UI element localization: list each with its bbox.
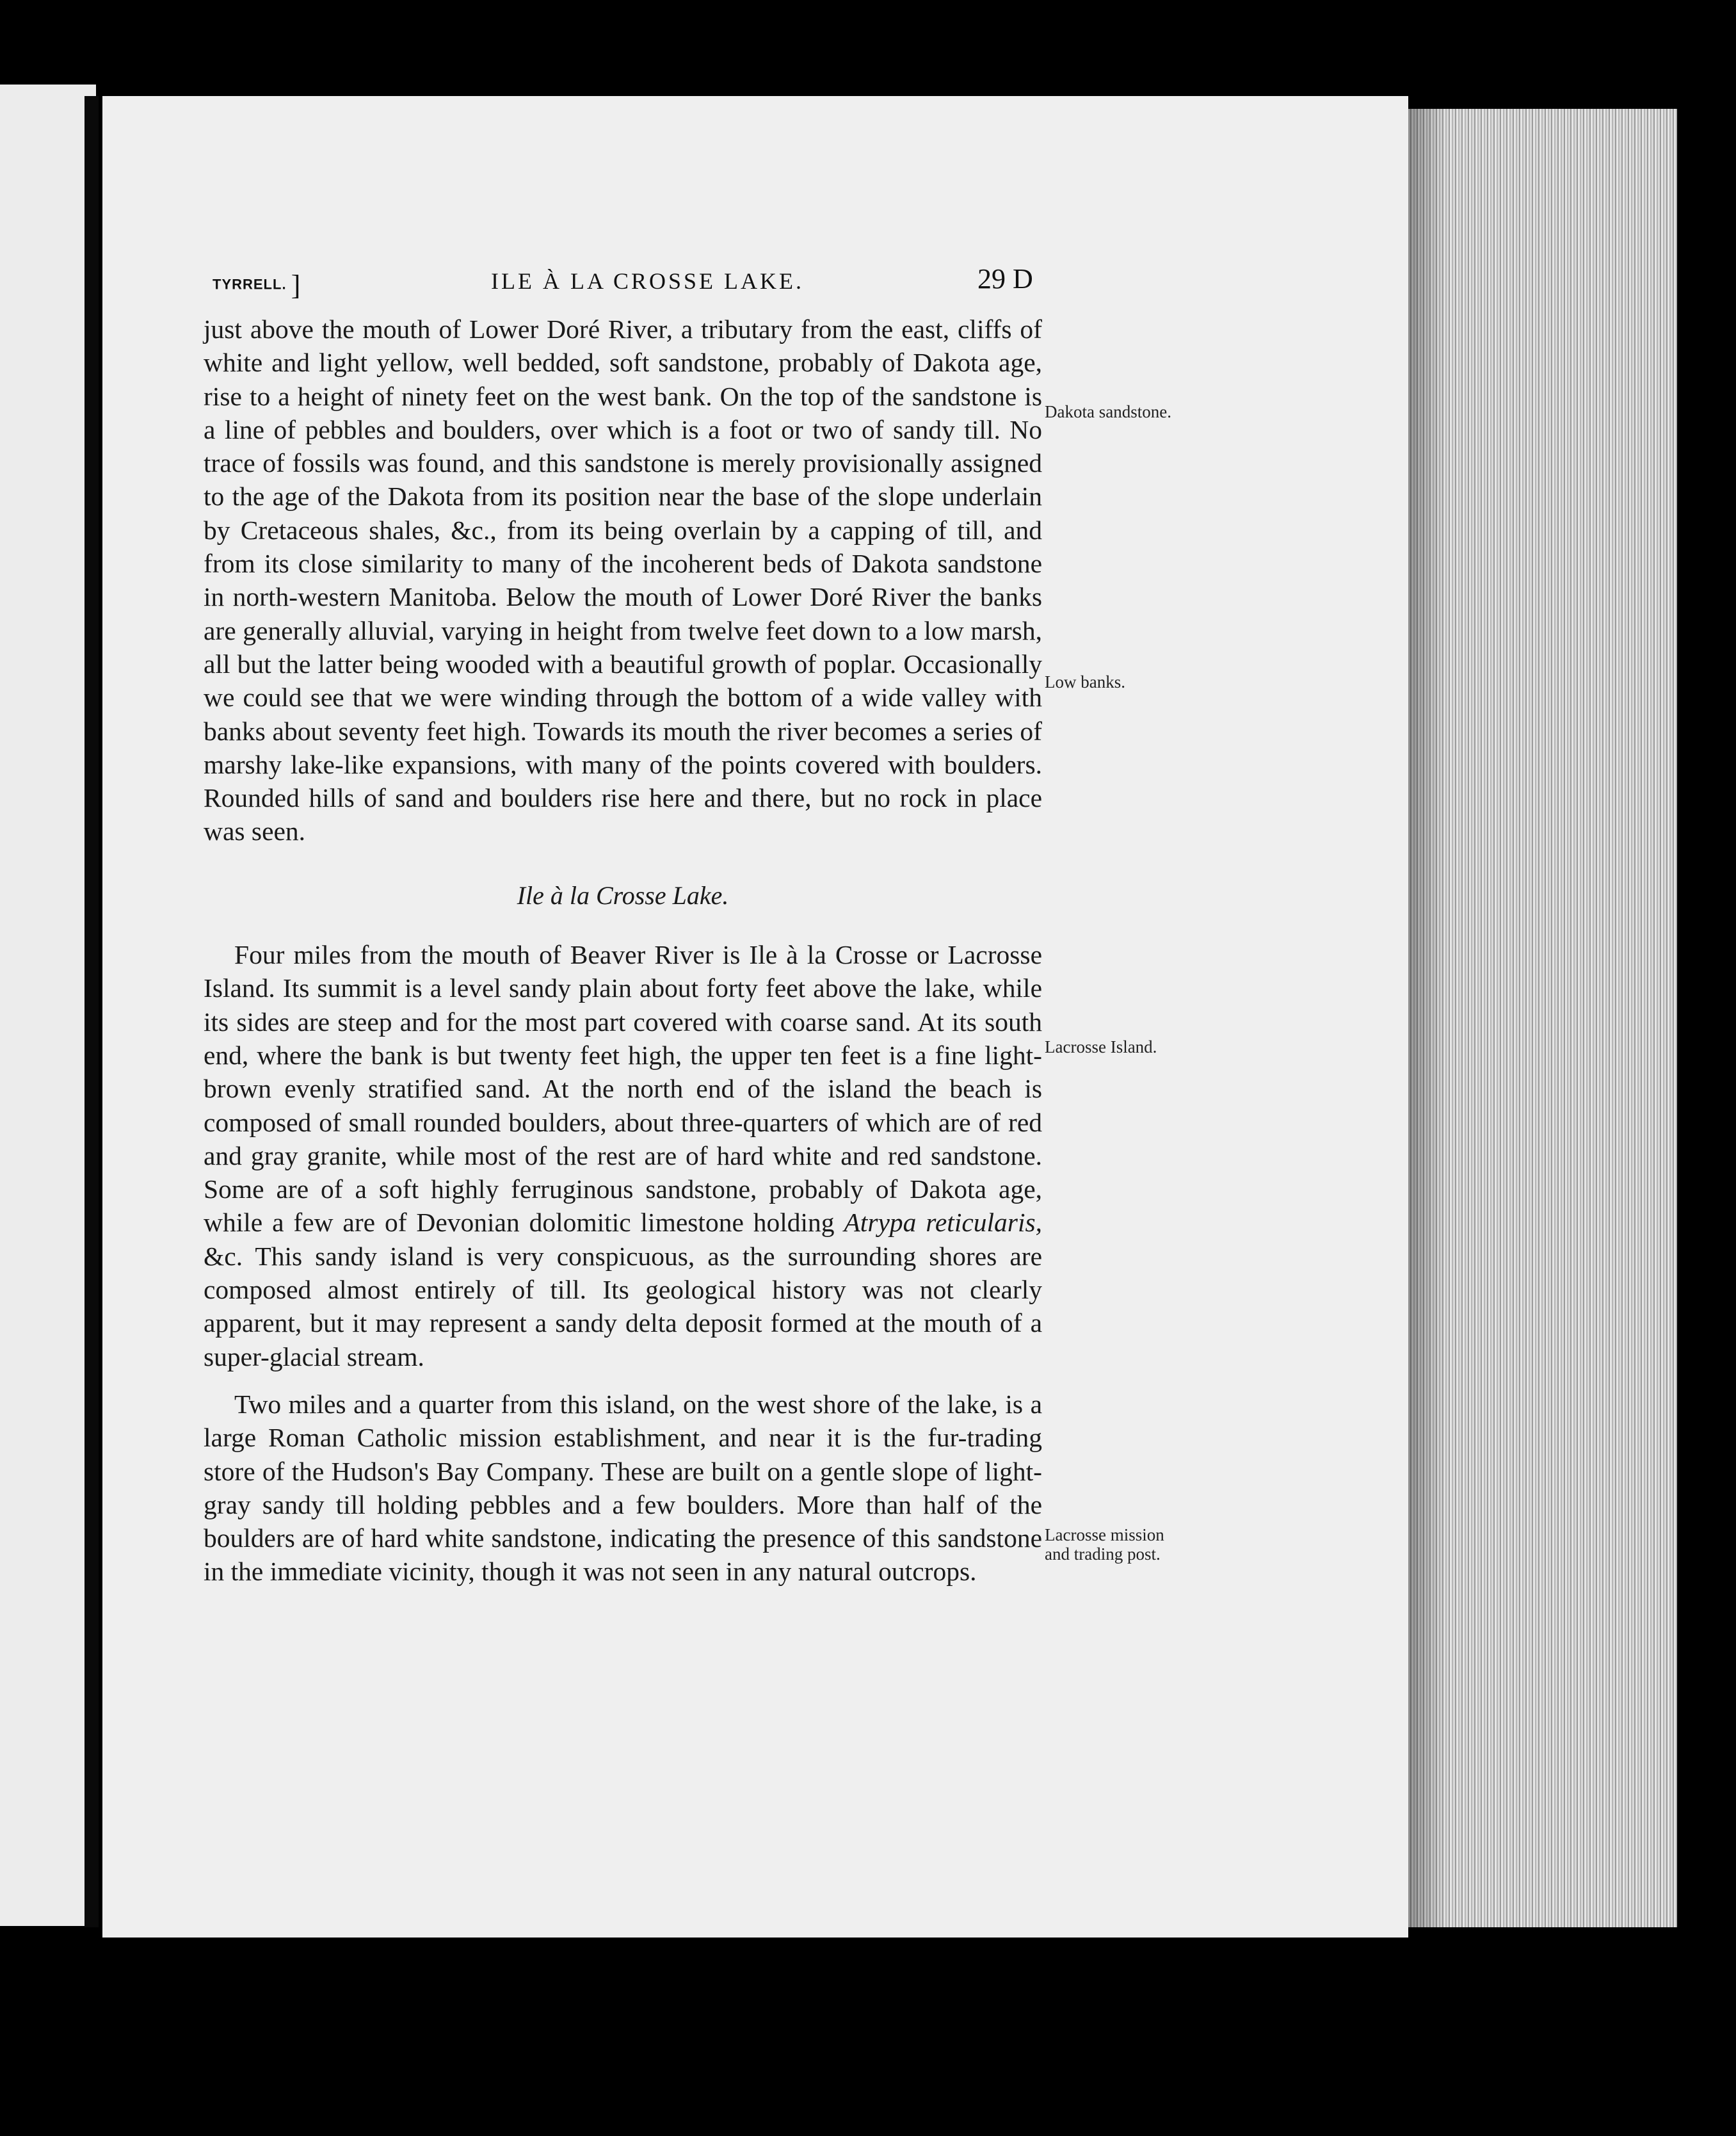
section-title: Ile à la Crosse Lake. bbox=[517, 880, 729, 910]
book-gutter bbox=[84, 96, 99, 1927]
paragraph-3: Two miles and a quarter from this island, on the west shore of the lake, is a large Roman Catholic mission establishment, and near it is the fur-trading store of the Hudson's Bay Company. These are built on a gentle slope of light-gray sandy till holding pebbles and a few boulders. More than half of the boulders are of hard white sandstone, indicating the presence of this sandstone in the immediate vicinity, though it was not seen in any natural outcrops. bbox=[204, 1389, 1042, 1587]
page-edges-shadow bbox=[1408, 109, 1447, 1927]
margin-note-dakota: Dakota sandstone. bbox=[1045, 402, 1171, 421]
left-page-edge bbox=[0, 85, 96, 1926]
paragraph-2 bbox=[204, 938, 1042, 1373]
page-number: 29 D bbox=[977, 263, 1033, 295]
paragraph-2-part-a: Four miles from the mouth of Beaver River is Ile à la Crosse or Lacrosse Island. Its summit is a level sandy plain about forty feet above the lake, while its sides are steep and for the most part covered with coarse sand. At its south end, where the bank is but twenty feet high, the upper ten feet is a fine light-brown evenly stratified sand. At the north end of the island the beach is composed of small rounded boulders, about three-quarters of which are of red and gray granite, while most of the rest are of hard white and red sandstone. Some are of a soft highly ferruginous sandstone, probably of Dakota age, while a few are of Devonian dolomitic limestone holding bbox=[204, 940, 1042, 1238]
page-edges bbox=[1408, 109, 1677, 1927]
margin-note-mission: Lacrosse mission and trading post. bbox=[1045, 1525, 1164, 1564]
body-text bbox=[204, 312, 1042, 1589]
running-header bbox=[213, 263, 1045, 301]
header-author: TYRRELL. ] bbox=[213, 270, 301, 301]
paragraph-gap bbox=[204, 1373, 1042, 1388]
margin-note-low-banks: Low banks. bbox=[1045, 672, 1125, 692]
paragraph-2-part-b: &c. This sandy island is very conspicuous, as the surrounding shores are composed almost entirely of till. Its geological history was not clearly apparent, but it may represent a sandy delta deposit formed at the mouth of a super-glacial stream. bbox=[204, 1241, 1042, 1371]
header-bracket: ] bbox=[291, 270, 301, 301]
paragraph-1: just above the mouth of Lower Doré River, a tributary from the east, cliffs of white and light yellow, well bedded, soft sandstone, probably of Dakota age, rise to a height of ninety feet on the west bank. On the top of the sandstone is a line of pebbles and boulders, over which is a foot or two of sandy till. No trace of fossils was found, and this sandstone is merely provisionally assigned to the age of the Dakota from its position near the base of the slope underlain by Cretaceous shales, &c., from its being overlain by a capping of till, and from its close similarity to many of the incoherent beds of Dakota sandstone in north-western Manitoba. Below the mouth of Lower Doré River the banks are generally alluvial, varying in height from twelve feet down to a low marsh, all but the latter being wooded with a beautiful growth of poplar. Occasionally we could see that we were winding through the bottom of a wide valley with banks about seventy feet high. Towards its mouth the river becomes a series of marshy lake-like expansions, with many of the points covered with boulders. Rounded hills of sand and boulders rise here and there, but no rock in place was seen. bbox=[204, 314, 1042, 846]
species-name: Atrypa reticularis, bbox=[844, 1208, 1042, 1238]
header-title: ILE À LA CROSSE LAKE. bbox=[491, 268, 804, 294]
margin-note-lacrosse-island: Lacrosse Island. bbox=[1045, 1037, 1157, 1056]
